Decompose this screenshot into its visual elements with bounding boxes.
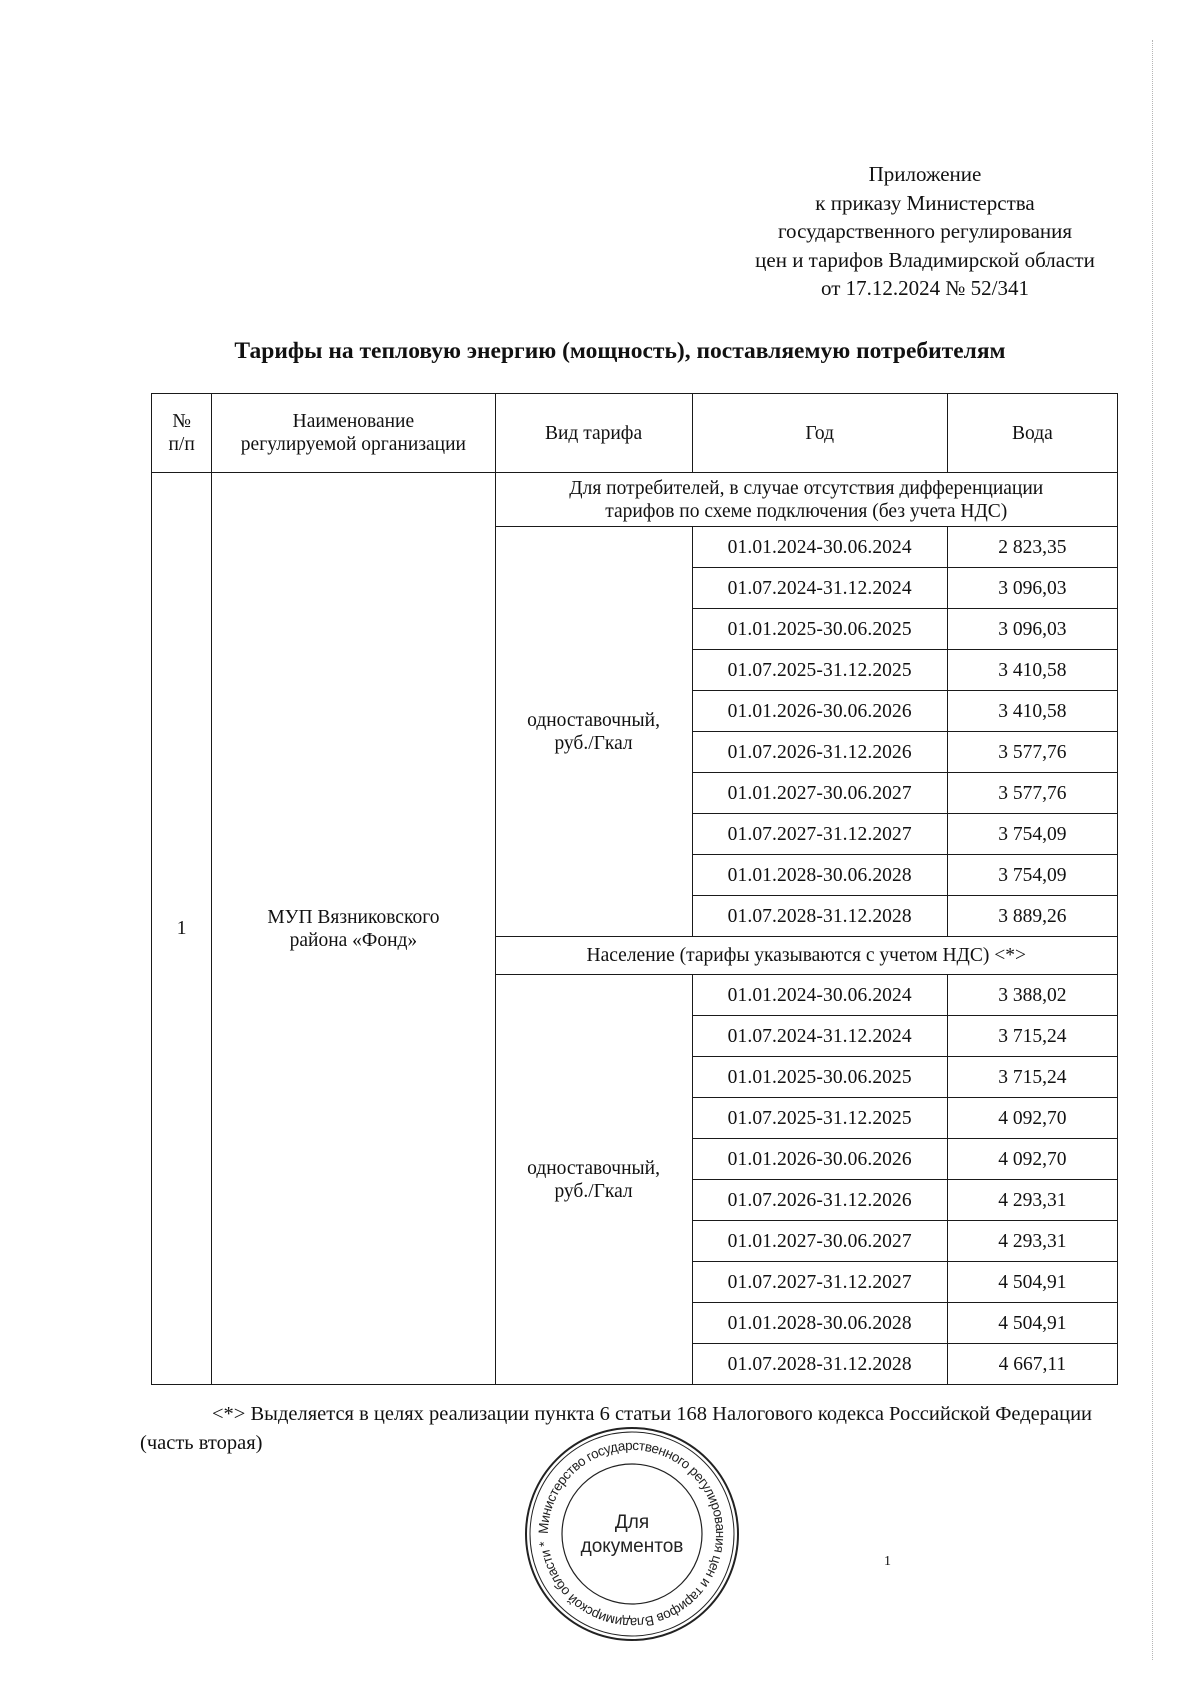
appendix-line: цен и тарифов Владимирской области xyxy=(755,247,1095,272)
row-number: 1 xyxy=(152,473,212,1385)
header-year: Год xyxy=(692,394,947,473)
tariff-value-cell: 3 715,24 xyxy=(947,1016,1117,1057)
scan-edge xyxy=(1152,40,1155,1660)
period-cell: 01.01.2024-30.06.2024 xyxy=(692,527,947,568)
tariff-value-cell: 3 096,03 xyxy=(947,609,1117,650)
tariff-value-cell: 3 577,76 xyxy=(947,732,1117,773)
organization-name: МУП Вязниковского района «Фонд» xyxy=(212,473,495,1385)
appendix-line: от 17.12.2024 № 52/341 xyxy=(820,276,1030,300)
group-heading-row xyxy=(152,473,1118,527)
header-num: № п/п xyxy=(152,394,212,473)
tariff-value-cell: 3 754,09 xyxy=(947,855,1117,896)
period-cell: 01.01.2027-30.06.2027 xyxy=(692,1221,947,1262)
period-cell: 01.01.2026-30.06.2026 xyxy=(692,1139,947,1180)
period-cell: 01.01.2025-30.06.2025 xyxy=(692,609,947,650)
tariff-value-cell: 3 754,09 xyxy=(947,814,1117,855)
tariff-type: одноставочный, руб./Гкал xyxy=(495,975,692,1385)
group-heading: Население (тарифы указываются с учетом НДС) <*> xyxy=(495,937,1117,975)
tariff-type: одноставочный, руб./Гкал xyxy=(495,527,692,937)
header-water: Вода xyxy=(947,394,1117,473)
period-cell: 01.07.2027-31.12.2027 xyxy=(692,814,947,855)
period-cell: 01.07.2028-31.12.2028 xyxy=(692,1344,947,1385)
tariff-value-cell: 2 823,35 xyxy=(947,527,1117,568)
stamp-center-line: документов xyxy=(580,1536,684,1557)
page-number: 1 xyxy=(884,1554,891,1569)
appendix-line: к приказу Министерства xyxy=(815,190,1035,215)
period-cell: 01.01.2027-30.06.2027 xyxy=(692,773,947,814)
period-cell: 01.01.2028-30.06.2028 xyxy=(692,1303,947,1344)
tariff-value-cell: 4 504,91 xyxy=(947,1303,1117,1344)
period-cell: 01.01.2025-30.06.2025 xyxy=(692,1057,947,1098)
document-title: Тарифы на тепловую энергию (мощность), поставляемую потребителям xyxy=(234,338,1006,364)
period-cell: 01.07.2024-31.12.2024 xyxy=(692,1016,947,1057)
tariff-table-body xyxy=(152,394,1118,1385)
stamp-ring-text: Министерство государственного регулирования цен и тарифов Владимирской области * xyxy=(535,1437,729,1631)
official-stamp xyxy=(522,1424,742,1644)
tariff-value-cell: 4 092,70 xyxy=(947,1139,1117,1180)
group-heading: Для потребителей, в случае отсутствия дифференциации тарифов по схеме подключения (без учета НДС) xyxy=(495,473,1117,527)
appendix-header xyxy=(700,160,1150,303)
tariff-value-cell: 3 715,24 xyxy=(947,1057,1117,1098)
tariff-value-cell: 4 092,70 xyxy=(947,1098,1117,1139)
tariff-value-cell: 3 889,26 xyxy=(947,896,1117,937)
period-cell: 01.01.2028-30.06.2028 xyxy=(692,855,947,896)
tariff-value-cell: 3 410,58 xyxy=(947,691,1117,732)
tariff-value-cell: 4 667,11 xyxy=(947,1344,1117,1385)
period-cell: 01.01.2024-30.06.2024 xyxy=(692,975,947,1016)
period-cell: 01.07.2027-31.12.2027 xyxy=(692,1262,947,1303)
tariff-value-cell: 3 388,02 xyxy=(947,975,1117,1016)
header-tariff-type: Вид тарифа xyxy=(495,394,692,473)
footnote: <*> Выделяется в целях реализации пункта 6 статьи 168 Налогового кодекса Российской Федерации (часть вторая) xyxy=(140,1403,1093,1454)
appendix-line: Приложение xyxy=(868,162,982,186)
tariff-value-cell: 3 577,76 xyxy=(947,773,1117,814)
stamp-center-line: Для xyxy=(614,1512,650,1533)
period-cell: 01.07.2026-31.12.2026 xyxy=(692,732,947,773)
appendix-line: государственного регулирования xyxy=(777,219,1073,243)
tariff-value-cell: 3 096,03 xyxy=(947,568,1117,609)
tariff-value-cell: 4 293,31 xyxy=(947,1180,1117,1221)
tariff-value-cell: 4 293,31 xyxy=(947,1221,1117,1262)
period-cell: 01.07.2026-31.12.2026 xyxy=(692,1180,947,1221)
tariff-table xyxy=(151,393,1118,1385)
period-cell: 01.07.2025-31.12.2025 xyxy=(692,650,947,691)
tariff-value-cell: 4 504,91 xyxy=(947,1262,1117,1303)
period-cell: 01.07.2028-31.12.2028 xyxy=(692,896,947,937)
period-cell: 01.01.2026-30.06.2026 xyxy=(692,691,947,732)
period-cell: 01.07.2025-31.12.2025 xyxy=(692,1098,947,1139)
tariff-value-cell: 3 410,58 xyxy=(947,650,1117,691)
header-row xyxy=(152,394,1118,473)
period-cell: 01.07.2024-31.12.2024 xyxy=(692,568,947,609)
header-org: Наименование регулируемой организации xyxy=(212,394,495,473)
